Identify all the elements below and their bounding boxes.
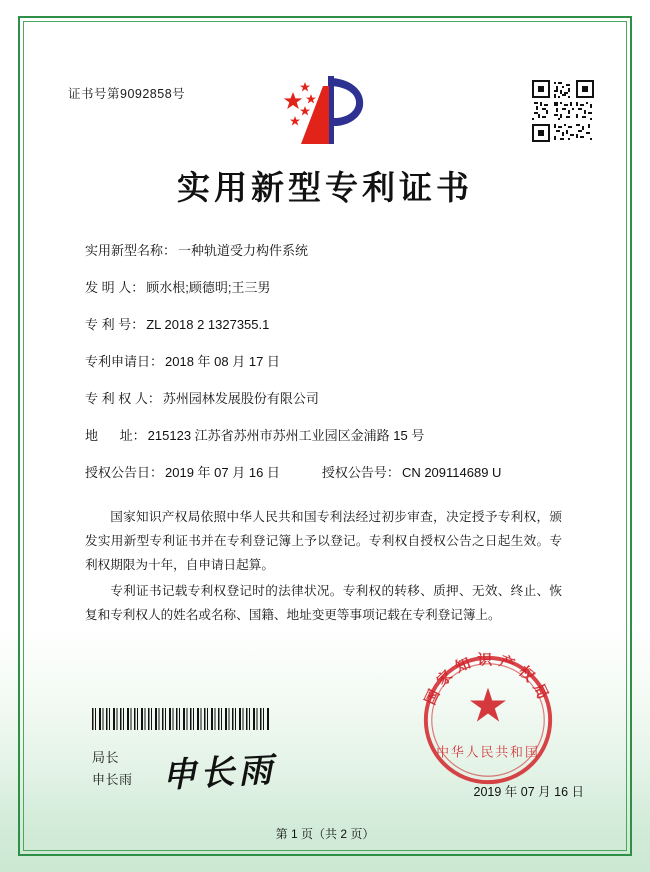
field-label: 发 明 人： — [85, 280, 145, 295]
field-row — [85, 389, 590, 409]
field-value: ZL 2018 2 1327355.1 — [146, 317, 270, 332]
certificate-header — [40, 40, 610, 144]
grant-number-label: 授权公告号： — [321, 465, 400, 480]
field-label: 专 利 权 人： — [85, 391, 161, 406]
grant-number-value: CN 209114689 U — [401, 465, 502, 480]
field-row — [85, 352, 590, 372]
svg-text:中华人民共和国: 中华人民共和国 — [436, 745, 540, 761]
field-label: 地 址： — [85, 428, 146, 443]
page-footer: 第 1 页（共 2 页） — [275, 827, 375, 841]
seal-date: 2019 年 07 月 16 日 — [473, 785, 584, 799]
field-row — [85, 278, 590, 298]
field-value: 苏州园林发展股份有限公司 — [162, 391, 319, 406]
barcode-icon — [92, 708, 270, 730]
official-seal-icon — [414, 646, 562, 794]
field-row — [85, 241, 590, 261]
certificate-content — [40, 40, 610, 842]
field-value: 215123 江苏省苏州市苏州工业园区金浦路 15 号 — [147, 428, 425, 443]
field-label: 实用新型名称： — [85, 243, 177, 258]
field-value: 2018 年 08 月 17 日 — [165, 354, 280, 369]
director-name: 申长雨 — [92, 771, 133, 787]
field-label: 专 利 号： — [85, 317, 145, 332]
legal-paragraph: 专利证书记载专利权登记时的法律状况。专利权的转移、质押、无效、终止、恢复和专利权人的姓名或名称、国籍、地址变更等事项记载在专利登记簿上。 — [85, 584, 562, 623]
page-title: 实用新型专利证书 — [177, 168, 473, 207]
signature-block — [92, 747, 133, 790]
field-value: 顾水根;顾德明;王三男 — [146, 280, 271, 295]
svg-text:国家知识产权局: 国家知识产权局 — [421, 651, 555, 708]
handwritten-signature: 申长雨 — [161, 750, 278, 796]
grant-announcement-row — [85, 463, 590, 483]
certificate-number: 证书号第9092858号 — [68, 87, 186, 101]
grant-date-label: 授权公告日： — [85, 465, 164, 480]
grant-date-value: 2019 年 07 月 16 日 — [165, 465, 280, 480]
field-list — [40, 241, 610, 483]
qr-code-icon — [532, 80, 594, 142]
field-label: 专利申请日： — [85, 354, 164, 369]
director-title: 局长 — [92, 750, 120, 766]
patent-office-logo-icon — [271, 72, 379, 148]
legal-text — [40, 505, 610, 628]
field-value: 一种轨道受力构件系统 — [178, 243, 309, 258]
field-row — [85, 315, 590, 335]
legal-paragraph: 国家知识产权局依照中华人民共和国专利法经过初步审查，决定授予专利权，颁发实用新型专利证书并在专利登记簿上予以登记。专利权自授权公告之日起生效。专利权期限为十年，自申请日起算。 — [85, 509, 562, 572]
field-row — [85, 426, 590, 446]
